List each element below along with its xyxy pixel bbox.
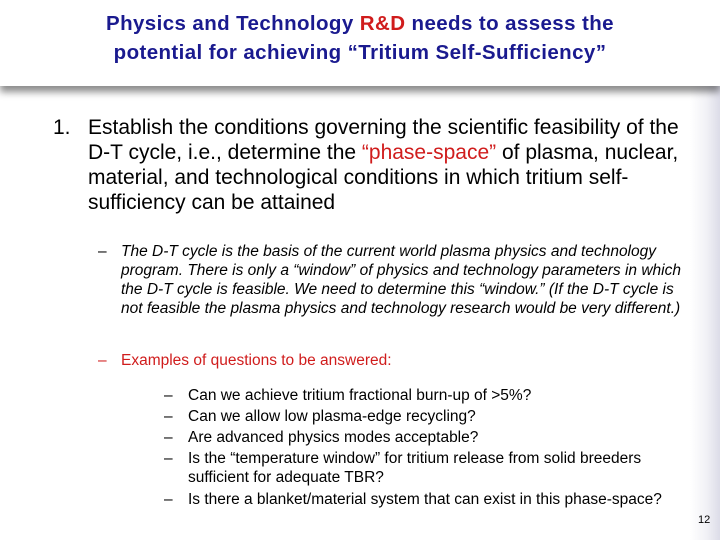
sub-bullet-text: The D-T cycle is the basis of the current world plasma physics and technology program. There is only a “window” of physics and technology parameters in which the D-T cycle is feasible. We need to determine this “window.” (If the D-T cycle is not feasible the plasma physics and technology research would be very different.) [121,243,681,317]
question-item: Are advanced physics modes acceptable? [188,429,479,446]
examples-label: Examples of questions to be answered: [121,352,392,369]
question-dash: – [164,491,173,508]
title-part2: needs to assess the [411,12,614,35]
question-item: Can we allow low plasma-edge recycling? [188,408,476,425]
main-point-text-1: Establish the conditions governing the scientific feasibility of the D-T cycle, i.e., determine the [88,116,679,164]
question-item: Is the “temperature window” for tritium release from solid breeders sufficient for adequate TBR? [188,450,642,486]
item-number: 1. [53,116,71,139]
main-point [88,115,688,215]
sub-bullet-dash-2: – [98,352,107,369]
title-part1: Physics and Technology [106,12,354,35]
question-dash: – [164,429,173,446]
question-dash: – [164,450,173,467]
slide-title [0,9,720,67]
page-number: 12 [698,514,711,526]
main-point-highlight: “phase-space” [361,141,497,164]
question-dash: – [164,387,173,404]
title-highlight: R&D [359,12,406,35]
question-dash: – [164,408,173,425]
main-point-text-2: of plasma, nuclear, material, and technological conditions in which tritium self-sufficiency can be attained [88,141,679,214]
title-bar [0,0,720,86]
sub-bullet-dash-1: – [98,243,107,260]
title-line2: potential for achieving “Tritium Self-Sufficiency” [113,41,607,64]
slide-content [0,86,720,540]
question-item: Is there a blanket/material system that can exist in this phase-space? [188,491,662,508]
question-item: Can we achieve tritium fractional burn-up of >5%? [188,387,532,404]
